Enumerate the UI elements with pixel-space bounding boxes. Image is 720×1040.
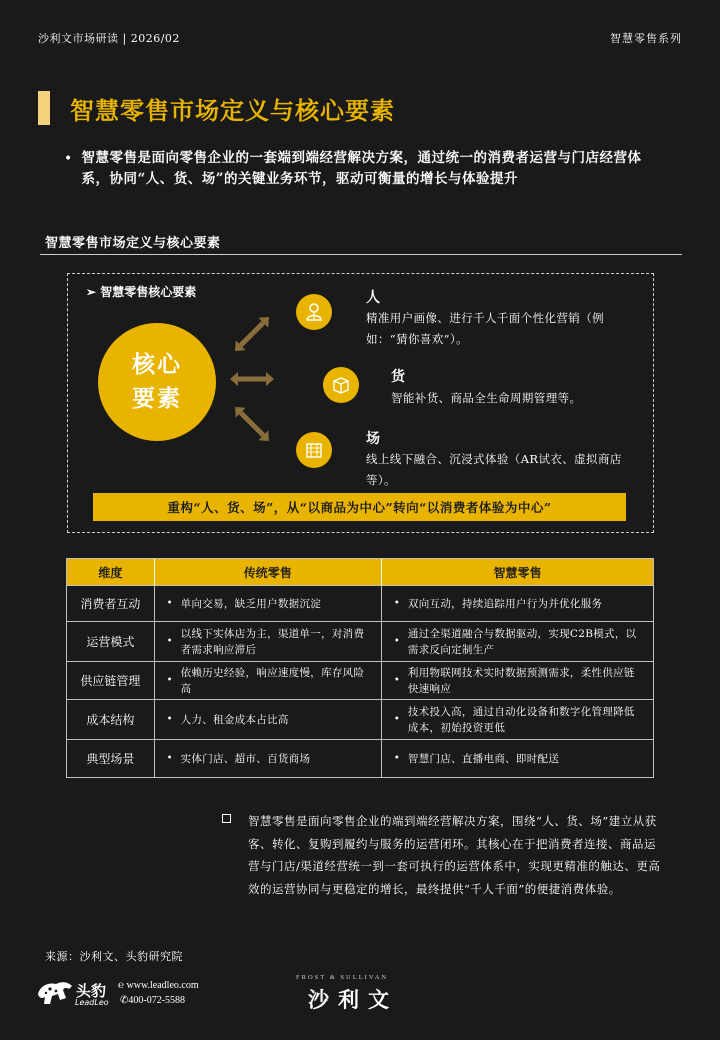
- table-row: 运营模式 • 以线下实体店为主，渠道单一，对消费者需求响应滞后 • 通过全渠道融合与数据驱动，实现C2B模式，以需求反向定制生产: [67, 621, 653, 661]
- table-row: 消费者互动 • 单向交易，缺乏用户数据沉淀 • 双向互动，持续追踪用户行为并优化服务: [67, 585, 653, 621]
- leadleo-url: ℮ www.leadleo.com: [118, 980, 199, 991]
- row-smart: 双向互动，持续追踪用户行为并优化服务: [407, 597, 603, 610]
- table-row: 成本结构 • 人力、租金成本占比高 • 技术投入高，通过自动化设备和数字化管理降低成本，初始投资更低: [67, 699, 653, 739]
- box-icon: [323, 367, 359, 403]
- core-circle-line2: 要素: [132, 385, 182, 412]
- intro-text: 智慧零售是面向零售企业的一套端到端经营解决方案，通过统一的消费者运营与门店经营体系，协同“人、货、场”的关键业务环节，驱动可衡量的增长与体验提升: [81, 150, 642, 187]
- element-desc-person: 精准用户画像、进行千人千面个性化营销（例如：“猜你喜欢”）。: [366, 311, 604, 346]
- element-title-scene: 场: [366, 431, 380, 447]
- leopard-logo-icon: [36, 978, 74, 1008]
- row-smart: 技术投入高，通过自动化设备和数字化管理降低成本，初始投资更低: [407, 705, 635, 734]
- page-title-block: [38, 90, 395, 126]
- header-dimension: 维度: [67, 559, 155, 585]
- element-desc-scene: 线上线下融合、沉浸式体验（AR试衣、虚拟商店等）。: [366, 452, 622, 487]
- row-dimension: 成本结构: [67, 700, 155, 739]
- title-accent-bar: [38, 91, 50, 125]
- row-traditional: 以线下实体店为主，渠道单一，对消费者需求响应滞后: [180, 627, 365, 656]
- row-traditional: 单向交易，缺乏用户数据沉淀: [180, 597, 322, 610]
- leadleo-logo-cn: 头豹: [76, 982, 107, 1000]
- section-divider: [40, 254, 682, 255]
- frost-sullivan-logo-en: FROST & SULLIVAN: [296, 974, 389, 981]
- comparison-table: [66, 558, 654, 778]
- row-smart: 通过全渠道融合与数据驱动，实现C2B模式，以需求反向定制生产: [407, 627, 637, 656]
- header-smart: 智慧零售: [493, 565, 542, 580]
- row-traditional: 依赖历史经验，响应速度慢，库存风险高: [180, 666, 365, 695]
- top-bar: [0, 0, 720, 54]
- leadleo-phone: ✆400-072-5588: [120, 995, 186, 1006]
- arrow-store-icon: [230, 402, 274, 446]
- connector-arrows: [222, 300, 282, 450]
- row-dimension: 消费者互动: [67, 586, 155, 621]
- checkbox-square-icon: [222, 810, 248, 900]
- page-title: 智慧零售市场定义与核心要素: [70, 95, 395, 125]
- summary-banner: 重构“人、货、场”，从“以商品为中心”转向“以消费者体验为中心”: [93, 493, 626, 521]
- report-series-date: 沙利文市场研读 | 2026/02: [38, 32, 180, 45]
- core-circle-line1: 核心: [132, 351, 182, 378]
- element-title-goods: 货: [391, 369, 405, 385]
- row-traditional: 实体门店、超市、百货商场: [180, 752, 311, 765]
- element-title-person: 人: [366, 290, 380, 306]
- bullet-dot: •: [64, 151, 73, 167]
- element-desc-goods: 智能补货、商品全生命周期管理等。: [391, 391, 582, 405]
- arrow-goods-icon: [230, 372, 274, 386]
- table-row: 供应链管理 • 依赖历史经验，响应速度慢，库存风险高 • 利用物联网技术实时数据预测需求，柔性供应链快速响应: [67, 661, 653, 699]
- person-icon: [296, 294, 332, 330]
- phone-icon: ✆: [120, 995, 129, 1006]
- table-header-row: [67, 559, 653, 585]
- row-dimension: 供应链管理: [67, 662, 155, 699]
- core-elements-label: ➢ 智慧零售核心要素: [86, 285, 197, 299]
- arrow-person-icon: [230, 312, 274, 356]
- summary-note-text: 智慧零售是面向零售企业的端到端经营解决方案，围绕“人、货、场”建立从获客、转化、复购到履约与服务的运营闭环。其核心在于把消费者连接、商品运营与门店/渠道经营统一到一套可执行的运营体系中，实现更精准的触达、更高效的运营协同与更稳定的增长，最终提供“千人千面”的便捷消费体验。: [248, 814, 661, 896]
- store-icon: [296, 432, 332, 468]
- source-note: 来源：沙利文、头豹研究院: [45, 950, 183, 963]
- series-name: 智慧零售系列: [610, 32, 682, 45]
- header-traditional: 传统零售: [155, 559, 382, 585]
- row-dimension: 典型场景: [67, 740, 155, 777]
- row-smart: 利用物联网技术实时数据预测需求，柔性供应链快速响应: [407, 666, 635, 695]
- row-dimension: 运营模式: [67, 622, 155, 661]
- section-heading: 智慧零售市场定义与核心要素: [45, 236, 221, 251]
- leadleo-logo-en: LeadLeo: [75, 998, 109, 1007]
- intro-bullet: [64, 148, 664, 190]
- summary-note: [222, 810, 662, 900]
- row-traditional: 人力、租金成本占比高: [180, 713, 289, 726]
- table-row: 典型场景 • 实体门店、超市、百货商场 • 智慧门店、直播电商、即时配送: [67, 739, 653, 777]
- web-icon: ℮: [118, 980, 127, 991]
- frost-sullivan-logo-cn: 沙利文: [308, 988, 398, 1012]
- row-smart: 智慧门店、直播电商、即时配送: [407, 752, 560, 765]
- core-circle: [98, 323, 216, 441]
